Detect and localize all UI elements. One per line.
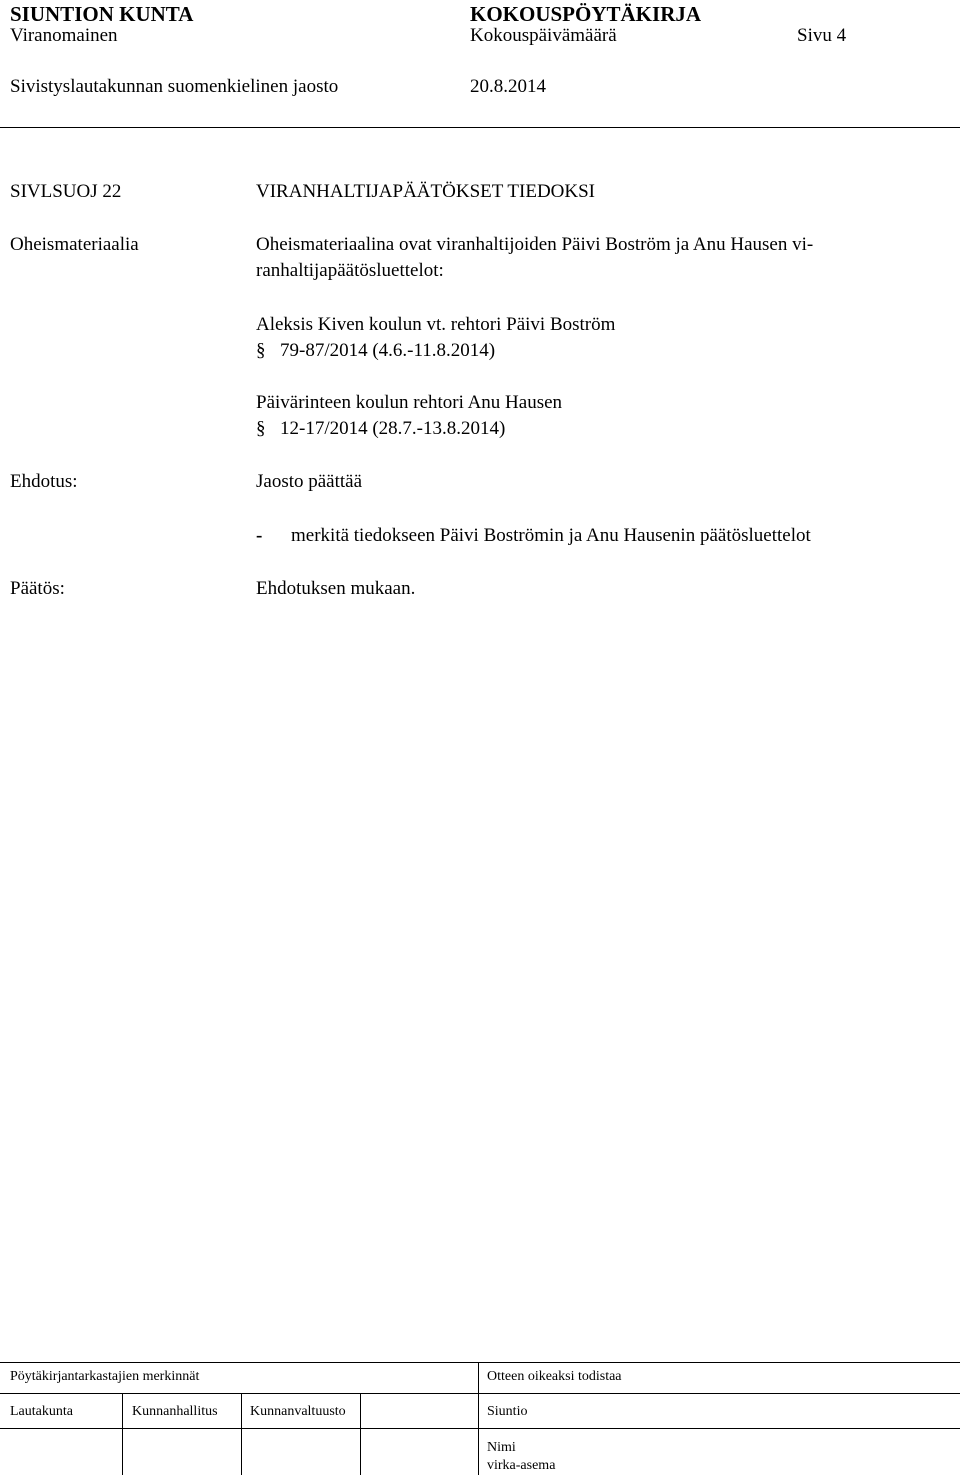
title-label: virka-asema: [487, 1458, 556, 1473]
meeting-date-label: Kokouspäivämäärä: [470, 25, 617, 46]
proposal-bullet: -: [256, 525, 263, 546]
footer-col-divider: [478, 1362, 479, 1475]
footer-mid-rule: [0, 1393, 960, 1394]
col-kunnanvaltuusto: Kunnanvaltuusto: [250, 1404, 346, 1419]
decision-ref-text: 79-87/2014 (4.6.-11.8.2014): [280, 340, 496, 361]
name-label: Nimi: [487, 1440, 516, 1455]
attachment-text-line-1: Oheismateriaalina ovat viranhaltijoiden Päivi Boström ja Anu Hausen vi-: [256, 234, 814, 255]
footer-col-divider: [360, 1393, 361, 1475]
col-lautakunta: Lautakunta: [10, 1404, 73, 1419]
col-kunnanhallitus: Kunnanhallitus: [132, 1404, 218, 1419]
attachment-label: Oheismateriaalia: [10, 234, 139, 255]
decision-list-ref: [256, 417, 505, 441]
meeting-date: 20.8.2014: [470, 76, 546, 97]
footer-col-divider: [241, 1393, 242, 1475]
decision-list-title: Päivärinteen koulun rehtori Anu Hausen: [256, 392, 563, 413]
section-symbol: §: [256, 418, 266, 439]
section-symbol: §: [256, 340, 266, 361]
authority-name: Sivistyslautakunnan suomenkielinen jaosto: [10, 76, 339, 97]
decision-list-ref: [256, 339, 495, 363]
page-number: Sivu 4: [797, 25, 847, 46]
decision-text: Ehdotuksen mukaan.: [256, 578, 416, 599]
decision-ref-text: 12-17/2014 (28.7.-13.8.2014): [280, 418, 506, 439]
item-number: SIVLSUOJ 22: [10, 181, 122, 202]
certified-label: Otteen oikeaksi todistaa: [487, 1369, 622, 1384]
decision-list-title: Aleksis Kiven koulun vt. rehtori Päivi Boström: [256, 314, 616, 335]
decision-label: Päätös:: [10, 578, 65, 599]
org-name: SIUNTION KUNTA: [10, 2, 194, 26]
attachment-text-line-2: ranhaltijapäätösluettelot:: [256, 260, 444, 281]
place: Siuntio: [487, 1404, 528, 1419]
proposal-intro: Jaosto päättää: [256, 471, 363, 492]
proposal-item: merkitä tiedokseen Päivi Boströmin ja Anu Hausenin päätösluettelot: [291, 525, 811, 546]
document-type: KOKOUSPÖYTÄKIRJA: [470, 2, 702, 26]
authority-label: Viranomainen: [10, 25, 118, 46]
item-title: VIRANHALTIJAPÄÄTÖKSET TIEDOKSI: [256, 181, 596, 202]
footer-row-rule: [0, 1428, 960, 1429]
reviewers-label: Pöytäkirjantarkastajien merkinnät: [10, 1369, 200, 1384]
header-divider: [0, 127, 960, 128]
proposal-label: Ehdotus:: [10, 471, 78, 492]
footer-col-divider: [122, 1393, 123, 1475]
footer-top-rule: [0, 1362, 960, 1363]
